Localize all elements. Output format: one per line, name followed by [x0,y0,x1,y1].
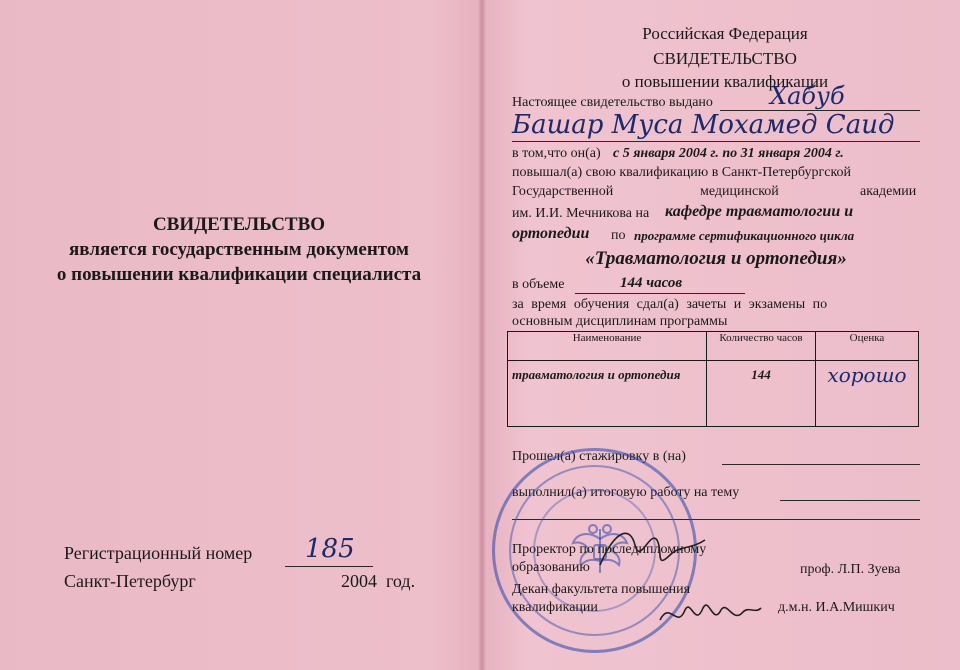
city: Санкт-Петербург [64,571,196,591]
final-work-label: выполнил(а) итоговую работу на тему [512,485,740,500]
full-name: Башар Муса Мохамед Саид [512,110,895,140]
period: с 5 января 2004 г. по 31 января 2004 г. [613,146,844,161]
table-header-row [508,332,919,361]
signer-1-title-b: образованию [512,560,590,575]
volume-label: в объеме [512,277,565,292]
para-2a: Государственной [512,184,614,199]
signer-1-name: проф. Л.П. Зуева [800,562,901,577]
signer-2-name: д.м.н. И.А.Мишкич [778,600,895,615]
program-label: программе сертификационного цикла [634,228,855,243]
year: 2004 [341,571,377,591]
reg-label: Регистрационный номер [64,543,253,563]
country: Российская Федерация [642,24,808,43]
para-2c: академии [860,184,917,199]
para-3a: им. И.И. Мечникова на [512,206,650,221]
left-heading: СВИДЕТЕЛЬСТВО [152,214,326,235]
para-1: повышал(а) свою квалификацию в Санкт-Петербургской [512,165,852,180]
reg-underline [285,566,373,567]
right-subtitle: о повышении квалификации [621,72,829,91]
signer-2-title-b: квалификации [512,600,598,615]
signature-1-icon [595,520,715,580]
surname: Хабуб [770,82,845,110]
department-b: ортопедии [512,225,590,242]
signer-2-title-a: Декан факультета повышения [512,582,691,597]
internship-label: Прошел(а) стажировку в (на) [512,449,686,464]
cell-discipline: травматология и ортопедия [508,361,707,427]
right-title: СВИДЕТЕЛЬСТВО [653,49,797,68]
para-2b: медицинской [700,184,779,199]
cell-grade: хорошо [816,361,919,427]
issued-to-label: Настоящее свидетельство выдано [512,95,713,110]
signer-1-title-a: Проректор по последипломному [512,542,707,557]
col-header-hours: Количество часов [707,332,816,361]
year-suffix: год. [386,571,416,591]
internship-line [722,464,920,465]
signature-2-icon [655,590,765,640]
name-underline [512,141,920,142]
exams-line-1: за время обучения сдал(а) зачеты и экзамены по [512,297,828,312]
cell-hours: 144 [707,361,816,427]
page-fold [478,0,486,670]
exams-line-2: основным дисциплинам программы [512,314,728,329]
left-line-2: является государственным документом [69,239,409,260]
period-prefix: в том,что он(а) [512,146,601,161]
para-4b: по [611,228,626,243]
department-a: кафедре травматологии и [665,203,854,220]
program-name: «Травматология и ортопедия» [585,248,847,269]
col-header-grade: Оценка [816,332,919,361]
table-row [508,361,919,427]
grades-table [507,331,919,427]
reg-number: 185 [305,534,355,564]
final-work-line [780,500,920,501]
volume: 144 часов [620,275,683,291]
volume-underline [575,293,745,294]
col-header-name: Наименование [508,332,707,361]
left-line-3: о повышении квалификации специалиста [56,264,422,285]
